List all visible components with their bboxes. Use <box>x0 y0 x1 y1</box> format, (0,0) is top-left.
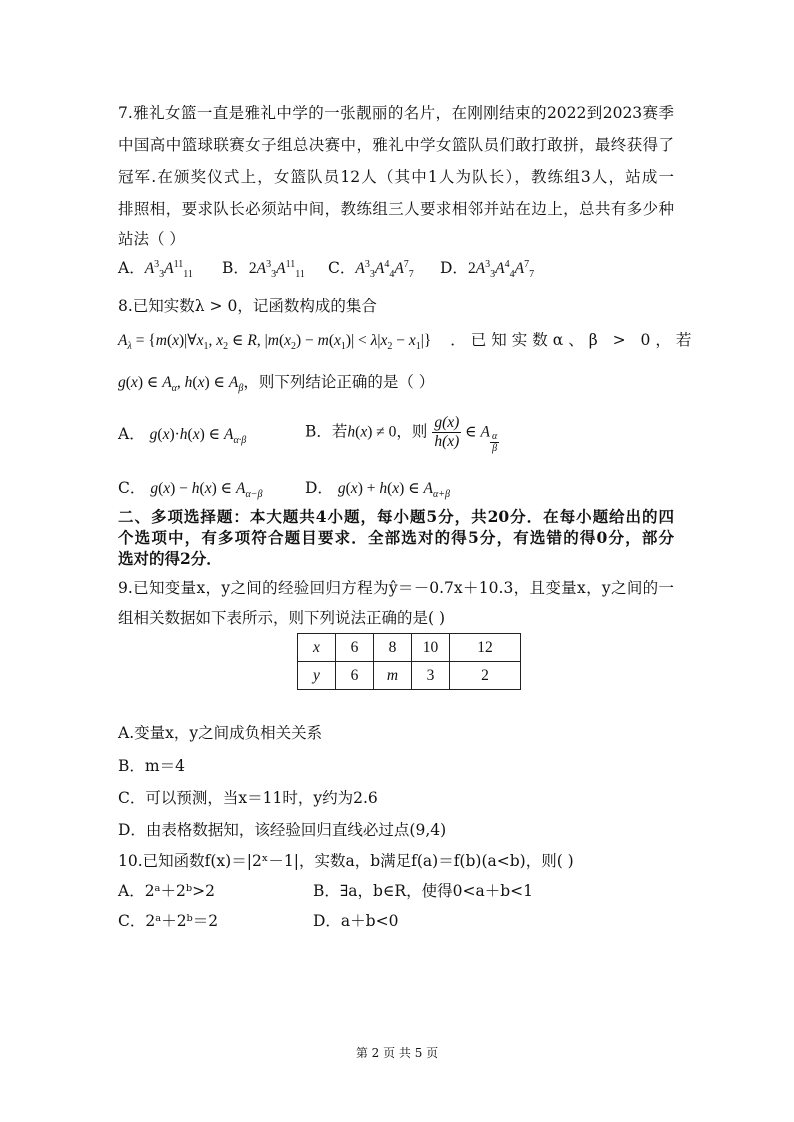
table-cell: x <box>298 634 336 662</box>
q9-line-2: 组相关数据如下表所示，则下列说法正确的是( ) <box>118 609 446 627</box>
q10-option-a: A．2ᵃ＋2ᵇ>2 <box>118 882 215 900</box>
q9-option-a: A.变量x，y之间成负相关关系 <box>118 724 323 742</box>
q8-option-c: C． g(x) − h(x) ∈ $A_{\alpha-\beta}$ <box>118 479 263 501</box>
q8-line-1: 8.已知实数λ > 0，记函数构成的集合 <box>118 297 377 315</box>
table-row <box>298 662 521 690</box>
q10-option-c: C．2ᵃ＋2ᵇ＝2 <box>118 912 219 930</box>
q7-option-a: A．$A^3_3A^{11}_{11}$ <box>118 258 193 281</box>
q9-option-b: B．m＝4 <box>118 757 185 775</box>
q7-line-3: 冠军.在颁奖仪式上，女篮队员12人（其中1人为队长），教练组3人，站成一 <box>118 168 674 186</box>
q8-line-2-tail: ．已知实数α、β > 0，若 <box>450 331 697 349</box>
q7-line-5: 站法（ ） <box>118 230 185 248</box>
q7-line-1: 7.雅礼女篮一直是雅礼中学的一张靓丽的名片，在刚刚结束的2022到2023赛季 <box>118 104 674 122</box>
q7-option-d: D．$2A^3_3A^4_4A^7_7$ <box>440 258 535 281</box>
table-cell: m <box>374 662 412 690</box>
q10-option-d: D．a＋b<0 <box>313 912 399 930</box>
q7-option-c: C．$A^3_3A^4_4A^7_7$ <box>328 258 414 281</box>
section2-line-2: 个选项中，有多项符合题目要求．全部选对的得5分，有选错的得0分，部分 <box>118 528 674 547</box>
table-cell: 8 <box>374 634 412 662</box>
q8-line-3-tail: ，则下列结论正确的是（ ） <box>243 373 435 391</box>
section2-line-1: 二、多项选择题：本大题共4小题，每小题5分，共20分．在每小题给出的四 <box>118 507 674 526</box>
table-cell: 12 <box>450 634 521 662</box>
q8-option-b: B．若h(x) ≠ 0，则 $\frac{g(x)}{h(x)}$ ∈ A $\frac{\alpha}{\beta}$ <box>305 414 498 454</box>
table-cell: y <box>298 662 336 690</box>
q7-line-4: 排照相，要求队长必须站中间，教练组三人要求相邻并站在边上，总共有多少种 <box>118 200 674 218</box>
table-cell: 3 <box>412 662 450 690</box>
q7-line-2: 中国高中篮球联赛女子组总决赛中，雅礼中学女篮队员们敢打敢拼，最终获得了 <box>118 136 674 154</box>
q9-option-c: C．可以预测，当x＝11时，y约为2.6 <box>118 789 378 807</box>
q8-option-a: A． g(x)·h(x) ∈ $A_{\alpha\cdot\beta}$ <box>118 425 247 447</box>
q9-data-table <box>297 633 521 690</box>
q9-option-d: D．由表格数据知，该经验回归直线必过点(9,4) <box>118 821 447 839</box>
q10-line-1: 10.已知函数f(x)＝|2ˣ－1|，实数a，b满足f(a)＝f(b)(a<b)，则( ) <box>118 852 574 870</box>
q10-option-b: B．∃a，b∈R，使得0<a＋b<1 <box>313 882 533 900</box>
q9-line-1: 9.已知变量x，y之间的经验回归方程为ŷ＝－0.7x＋10.3，且变量x，y之间的一 <box>118 579 674 597</box>
table-cell: 6 <box>336 634 374 662</box>
table-cell: 2 <box>450 662 521 690</box>
q8-line-3: g(x) ∈ $A_\alpha$, h(x) ∈ $A_\beta$，则下列结论正确的是（ ） <box>118 373 435 395</box>
table-cell: 6 <box>336 662 374 690</box>
table-row <box>298 634 521 662</box>
q8-line-2: $A_\lambda$ = {$m(x)|\forall x_1$, $x_2$ ∈ R, $|m(x_2) - m(x_1)| < \lambda|x_2 - x_1|$} ．已知实数α、β > 0，若 <box>118 331 697 353</box>
section2-line-3: 选对的得2分． <box>118 549 222 568</box>
table-cell: 10 <box>412 634 450 662</box>
q8-option-d: D． g(x) + h(x) ∈ $A_{\alpha+\beta}$ <box>305 479 450 501</box>
page-footer: 第 2 页 共 5 页 <box>355 1046 439 1060</box>
q7-option-b: B．$2A^3_3A^{11}_{11}$ <box>222 258 305 281</box>
